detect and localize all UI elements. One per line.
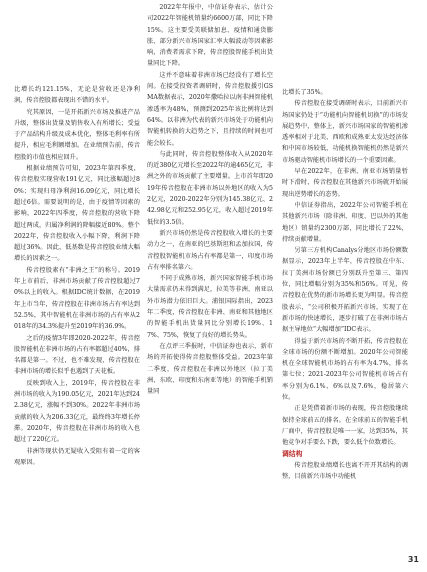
- body-paragraph: 究其原因，一是开拓新兴市场及推进产品升级，整体出货量及销售收入有所增长；受益于产品结构升级及成本优化，整体毛利率有所提升，相应毛利额增加。在业绩预告前，传音控股的市值也相应回升。: [14, 108, 140, 161]
- body-paragraph: 不同于成熟市场，新兴国家智能手机市场大量需求仍未得到满足，拉美等非洲、南亚以外市场潜力依旧巨大。浦银国际指出，2023年二季度，传音控股在非洲、南亚和其他地区的智能手机出货量同比分别增长19%、17%、75%，恢复了良好的增长势头。: [147, 275, 273, 339]
- body-paragraph: 反映到收入上，2019年，传音控股在非洲市场的收入为190.05亿元，2021年达到242.38亿元，涨幅不到30%。2022年非洲市场贡献的收入为206.33亿元，最终终3年增长停滞。2020年，传音控股在非洲市场的收入也超过了220亿元。: [14, 379, 140, 444]
- body-paragraph: 比增长了35%。: [282, 89, 327, 96]
- text-column-2: [147, 2, 273, 397]
- body-paragraph: 另第三方机构Canalys分地区市场份额数据显示，2023年上半年，传音控股在中东、拉丁美洲市场份额已分别跃升至第三、第四位，同比增幅分别为35%和56%。可见，传音控股在优势的新市场增长更为明显。传音控股表示，“公司积极开拓新兴市场，实现了在新市场的快速增长，逐步打破了在非洲市场占据主导地位“大幅增加”IDC表示。: [282, 247, 408, 334]
- body-paragraph: 正是凭借着新市场的表现，传音控股继续保持全球前五的排名。在全球前五的智能手机厂商中，传音控股是唯一一家，达到35%，其他竞争对手要么下跌，要么低个位数增长。: [282, 405, 408, 447]
- body-paragraph: 早在2022年，在非洲、南亚市场销量暂时下滑时，传音控股在其他新兴市场就开始展现出逆势增长的态势。: [282, 168, 408, 198]
- body-paragraph: 之后的疫情3年即2020-2022年，传音控股智能机在非洲市场的占有率都超过40%，排名都是第一。不过，也不难发现，传音控股在非洲市场的增长似乎也遇到了天花板。: [14, 334, 140, 376]
- body-paragraph: 传音控股在接受调研时表示，目前新兴市场国家仍处于“功能机向智能机切换”的市场发展趋势中，整体上，新兴市场国家的智能机渗透率相对于北美、西欧和成熟亚太发达经济体和中国市场较低，功能机换智能机仍然是新兴市场驱动智能机市场增长的一个重要因素。: [282, 100, 408, 164]
- body-paragraph: 非洲等现状仍无疑收入受阻有着一定的客观原因。: [14, 447, 140, 466]
- section-heading: 调结构: [282, 449, 303, 458]
- text-column-1: [14, 84, 140, 468]
- body-paragraph: 中信证券指出，2022年公司智能手机在其他新兴市场（除非洲、印度、巴以外的其他地区）销量约2300万部，同比增长了22%，持续贡献增量。: [282, 201, 408, 243]
- text-column-3: [282, 87, 408, 482]
- body-paragraph: 2022年年报中，中信证券表示，估计公司2022年智能机销量约6600万部，同比下降15%。这主要受美联储加息、疫情和通货膨胀、部分新兴市场国家汇率大幅波动等因素影响，消费者需求下降，传音控股智能手机出货量同比下降。: [147, 4, 273, 68]
- body-paragraph: 在点评三季报时，中信证券也表示，新市场的开拓使得传音控股整体受益。2023年第二季度，传音控股在非洲以外地区（拉丁美洲、东欧、印度和东南亚等地）的智能手机销量同: [147, 342, 273, 396]
- body-paragraph: 传音控股业绩增长也离不开开其结构的调整，目前新兴市场中功能机: [282, 461, 408, 481]
- body-paragraph: 传音控股素有“非洲之王”的称号。2019年上市前后，非洲市场贡献了传音控股超过70%以上的收入。根据IDC统计数据，在2019年上市当年，传音控股在非洲市场占有率达到52.5%，其中智能机在非洲市场的占有率从2018年的34.3%提升至2019年的36.9%。: [14, 266, 140, 331]
- body-paragraph: 得益于新兴市场的不断开拓，传音控股在全球市场的份额不断增加。2020年公司智能机在全球智能机市场的占有率为4.7%，排名第七位；2021-2023年公司智能机市场占有率分别为6.1%、6%以及7.6%，稳居第六位。: [282, 337, 408, 402]
- body-paragraph: 与此同时，传音控股整体收入从2020年的近380亿元增长至2022年的逾465亿元，非洲之外的市场贡献了主要增量。上市首年即2019年传音控股在非洲市场以外地区的收入为52亿元，2020-2022年分别为145.38亿元、242.98亿元和252.95亿元，收入超过2019年低位的3.5倍。: [147, 150, 273, 226]
- page-number: 31: [407, 555, 419, 564]
- body-paragraph: 比增长约121.15%，无论是营收还是净利润，传音控股都表现出不错的水平。: [14, 86, 140, 105]
- body-paragraph: 根据业绩预告可知，2023年第四季度，传音控股实现营收191亿元，同比涨幅超过80%；实现归母净利润16.09亿元，同比增长超过6倍。需要说明的是，由于疫情等因素的影响，2022年四季度，传音控股的营收下降超过两成，归属净利润的降幅接近80%。整个2022年，传音控股收入小幅下降，利润下降超过36%。因此，低基数是传音控股业绩大幅增长的因素之一。: [14, 165, 140, 263]
- body-paragraph: 新兴市场仍然是传音控股收入增长的主要动力之一，在南亚的巴基斯坦和孟加拉国，传音控股智能机市场占有率都是第一，印度市场占有率排名第六。: [147, 229, 273, 271]
- body-paragraph: 这并不意味着非洲市场已经没有了增长空间。在接受投资者调研时，传音控股援引GSMA数据表示，2020年撒哈拉以南非洲智能机渗透率为48%，预测到2025年该比例将达到64%。以非洲为代表的新兴市场处于功能机向智能机转换的大趋势之下，且持续的时间也可能会较长。: [147, 71, 273, 147]
